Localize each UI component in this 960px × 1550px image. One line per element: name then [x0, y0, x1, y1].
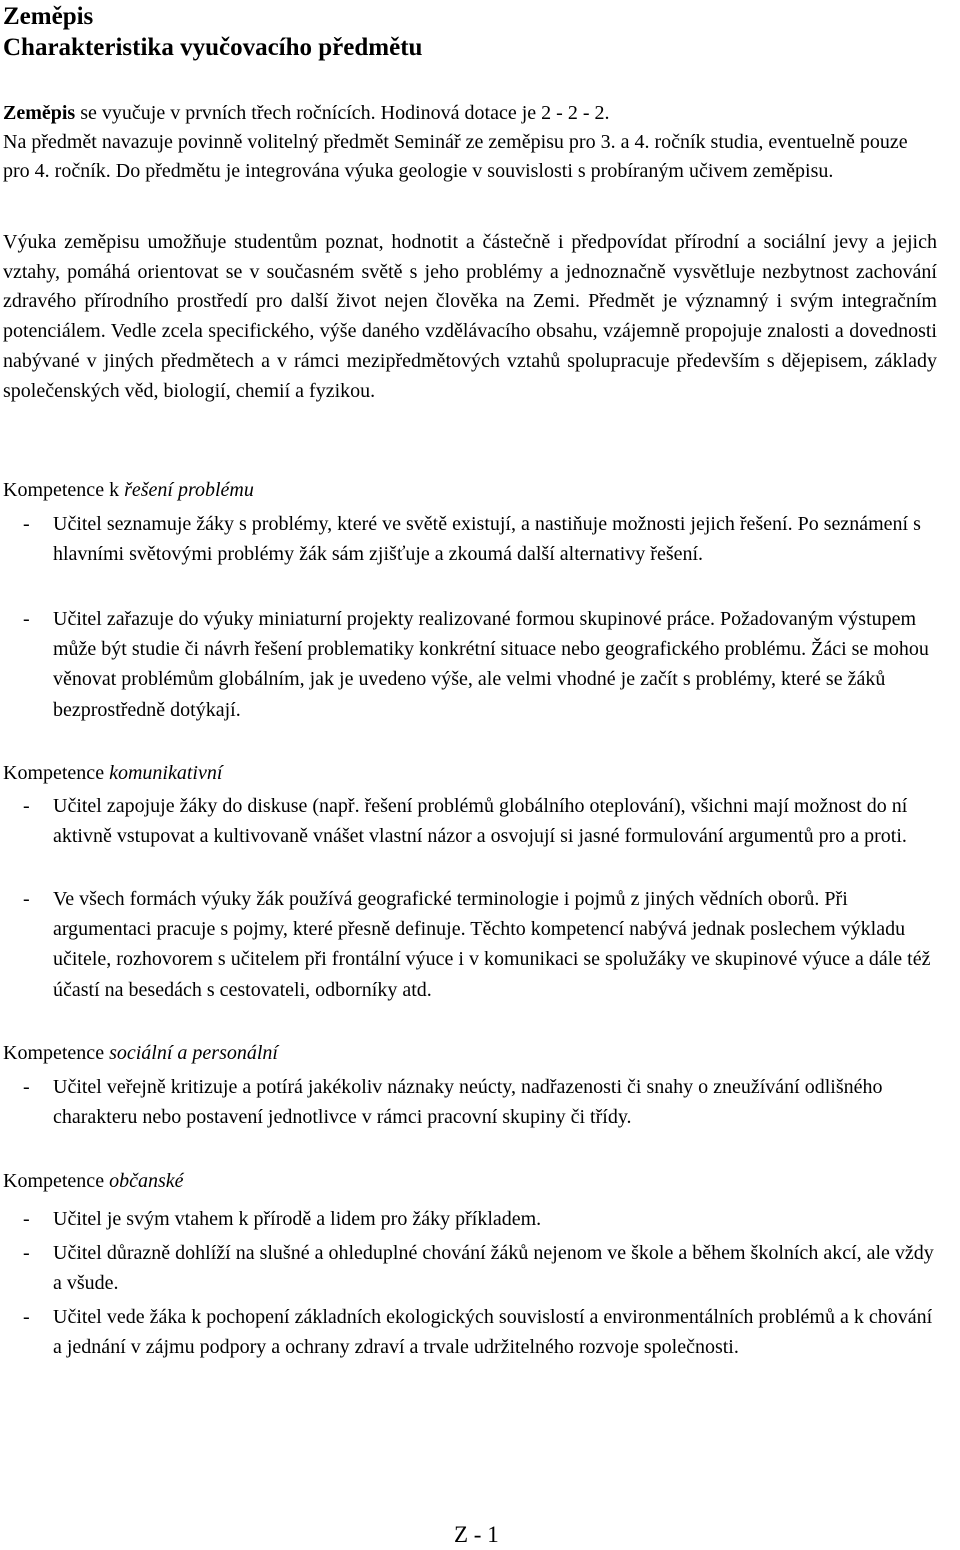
intro-line-1-rest: se vyučuje v prvních třech ročnících. Hodinová dotace je 2 - 2 - 2. [75, 102, 610, 124]
list-item-text: Učitel zapojuje žáky do diskuse (např. řešení problémů globálního oteplování), všichni mají možnost do ní aktivně vstupovat a kultivovaně vnášet vlastní názor a osvojují si jasné formulování argumentů pro a proti. [53, 795, 908, 848]
intro-text [3, 99, 933, 186]
list-item [3, 1204, 938, 1234]
bullet-dash: - [23, 608, 30, 630]
list-item-text: Učitel důrazně dohlíží na slušné a ohleduplné chování žáků nejenom ve škole a během školních akcí, ale vždy a všude. [53, 1242, 934, 1295]
heading-italic: řešení problému [124, 479, 254, 501]
list-item [3, 1238, 938, 1298]
heading-prefix: Kompetence k [3, 479, 125, 501]
intro-line-2: Na předmět navazuje povinně volitelný předmět Seminář ze zeměpisu pro 3. a 4. ročník studia, eventuelně pouze pro 4. ročník. Do předmětu je integrována výuka geologie v souvislosti s probíraným učivem zeměpisu. [3, 131, 908, 182]
heading-prefix: Kompetence [3, 1170, 110, 1192]
intro-line-1 [3, 99, 933, 128]
list-item [3, 1072, 938, 1132]
list-item-text: Učitel seznamuje žáky s problémy, které ve světě existují, a nastiňuje možnosti jejich řešení. Po seznámení s hlavními světovými problémy žák sám zjišťuje a zkoumá další alternativy řešení. [53, 513, 921, 566]
bullet-dash: - [23, 1306, 30, 1328]
bullet-dash: - [23, 1208, 30, 1230]
list-item [3, 791, 938, 851]
list-item-text: Ve všech formách výuky žák používá geografické terminologie i pojmů z jiných vědních oborů. Při argumentaci pracuje s pojmy, které přesně definuje. Těchto kompetencí nabývá jednak poslechem výkladu učitele, rozhovorem s učitelem při frontální výuce i v komunikaci se spolužáky ve skupinové výuce a dále též účastí na besedách s cestovateli, odborníky atd. [53, 888, 931, 1001]
list-item-text: Učitel vede žáka k pochopení základních ekologických souvislostí a environmentálních problémů a k chování a jednání v zájmu podpory a ochrany zdraví a trvale udržitelného rozvoje společnosti. [53, 1306, 933, 1359]
heading-italic: občanské [109, 1170, 184, 1192]
document-subtitle: Charakteristika vyučovacího předmětu [3, 34, 423, 61]
list-item-text: Učitel je svým vtahem k přírodě a lidem pro žáky příkladem. [53, 1208, 542, 1230]
bullet-dash: - [23, 1076, 30, 1098]
heading-prefix: Kompetence [3, 762, 110, 784]
document-title: Zeměpis [3, 3, 94, 30]
section-heading-problem-solving [3, 477, 254, 503]
heading-italic: komunikativní [109, 762, 223, 784]
bullet-dash: - [23, 1242, 30, 1264]
bullet-dash: - [23, 513, 30, 535]
list-item [3, 604, 938, 725]
bullet-dash: - [23, 795, 30, 817]
main-paragraph: Výuka zeměpisu umožňuje studentům poznat, hodnotit a částečně i předpovídat přírodní a sociální jevy a jejich vztahy, pomáhá orientovat se v současném světě s jeho problémy a jednoznačně vysvětluje nezbytnost zachování zdravého přírodního prostředí pro další život nejen člověka na Zemi. Předmět je významný i svým integračním potenciálem. Vedle zcela specifického, výše daného vzdělávacího obsahu, vzájemně propojuje znalosti a dovednosti nabývané v jiných předmětech a v rámci mezipředmětových vztahů spolupracuje především s dějepisem, základy společenských věd, biologií, chemií a fyzikou. [3, 231, 937, 402]
list-item-text: Učitel veřejně kritizuje a potírá jakékoliv náznaky neúcty, nadřazenosti či snahy o zneužívání odlišného charakteru nebo postavení jednotlivce v rámci pracovní skupiny či třídy. [53, 1076, 883, 1129]
list-item-text: Učitel zařazuje do výuky miniaturní projekty realizované formou skupinové práce. Požadovaným výstupem může být studie či návrh řešení problematiky konkrétní situace nebo geografického problému. Žáci se mohou věnovat problémům globálním, jak je uvedeno výše, ale velmi vhodné je začít s problémy, které se žáků bezprostředně dotýkají. [53, 608, 929, 721]
list-item [3, 1302, 938, 1362]
section-heading-communication [3, 760, 222, 786]
section-heading-social-personal [3, 1040, 278, 1066]
page-number: Z - 1 [454, 1522, 499, 1547]
section-heading-civic [3, 1168, 184, 1194]
bullet-dash: - [23, 888, 30, 910]
heading-italic: sociální a personální [109, 1042, 278, 1064]
subject-name: Zeměpis [3, 102, 76, 124]
list-item [3, 884, 938, 1005]
heading-prefix: Kompetence [3, 1042, 110, 1064]
list-item [3, 509, 938, 569]
